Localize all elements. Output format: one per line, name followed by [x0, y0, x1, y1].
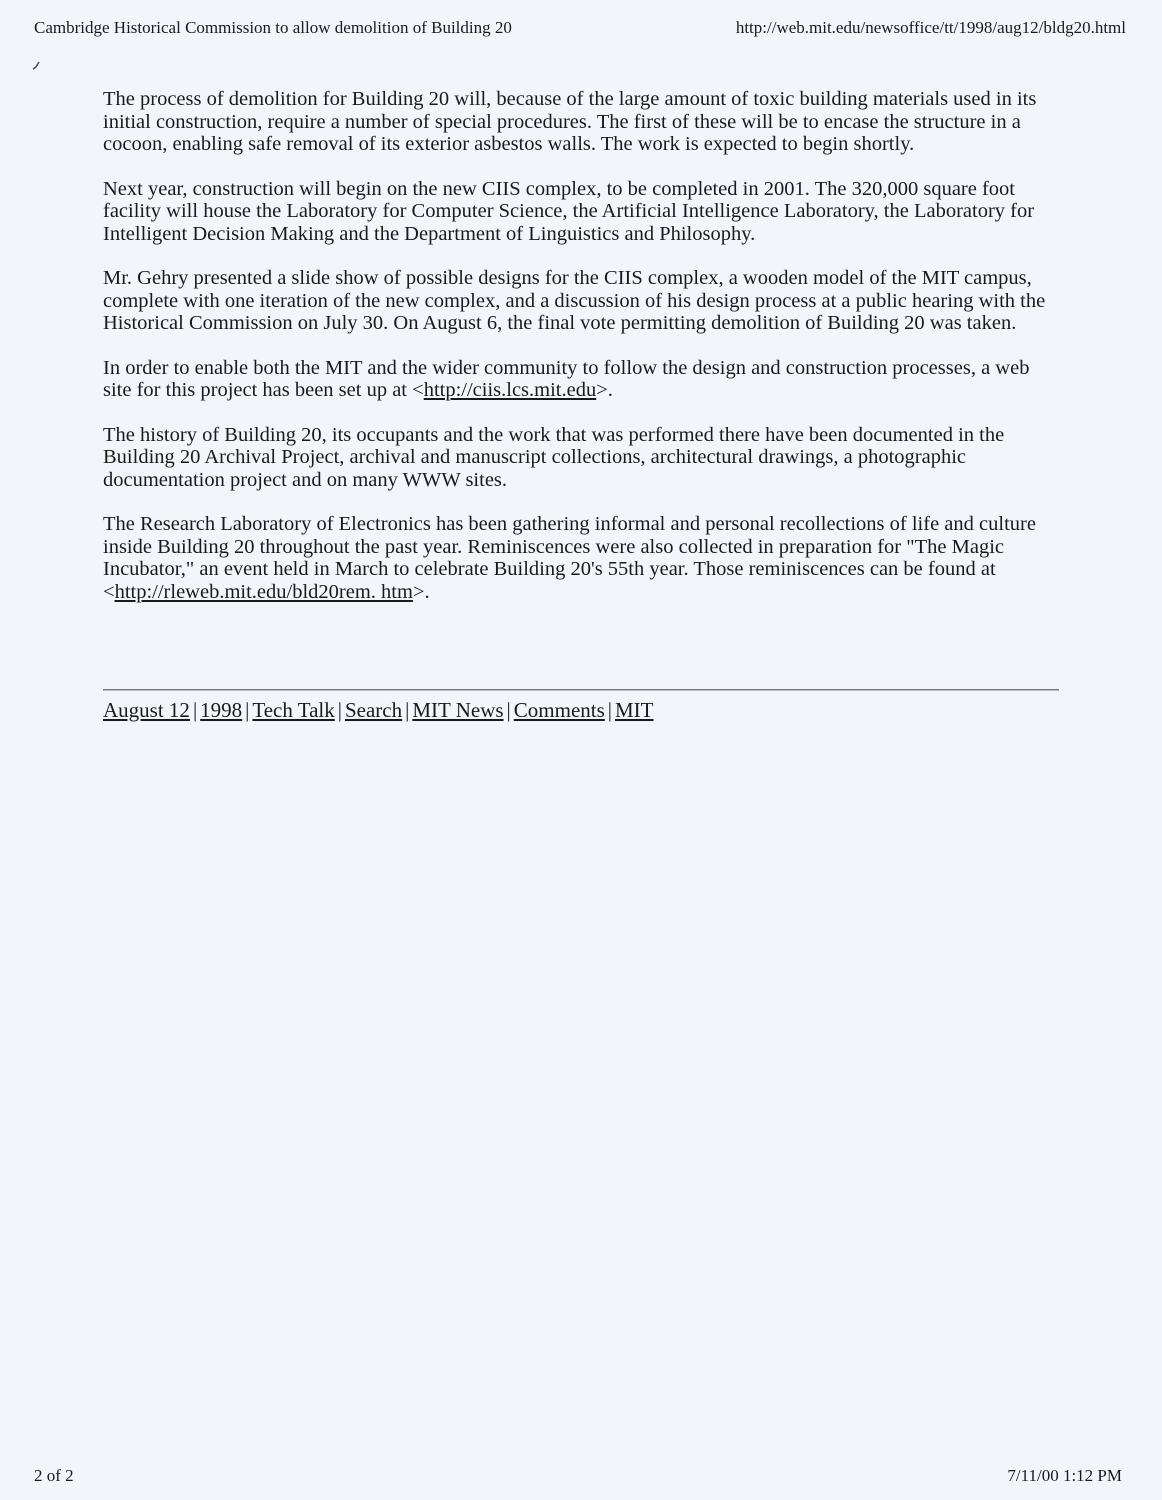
- reminiscences-link[interactable]: http://rleweb.mit.edu/bld20rem. htm: [114, 580, 413, 603]
- paragraph-text: The Research Laboratory of Electronics has been gathering informal and personal recollections of life and culture inside Building 20 throughout the past year. Reminiscences were also collected in preparation for "The Magic Incubator," an event held in March to celebrate Building 20's 55th year. Those reminiscences can be found at <: [103, 513, 1036, 603]
- paragraph-text: >.: [412, 580, 430, 603]
- nav-separator: |: [506, 698, 511, 722]
- stray-pen-mark: [30, 58, 44, 72]
- nav-separator: |: [192, 698, 198, 722]
- nav-link-mit-news[interactable]: MIT News: [412, 698, 504, 722]
- nav-link-august-12[interactable]: August 12: [103, 698, 190, 722]
- page-header-title: Cambridge Historical Commission to allow demolition of Building 20: [34, 18, 512, 37]
- footer-navigation: [103, 698, 654, 723]
- nav-link-tech-talk[interactable]: Tech Talk: [252, 698, 335, 722]
- article-body: [103, 88, 1063, 625]
- nav-separator: |: [245, 698, 250, 722]
- nav-link-mit[interactable]: MIT: [615, 698, 654, 722]
- nav-separator: |: [337, 698, 342, 722]
- paragraph-building-history: The history of Building 20, its occupants and the work that was performed there have been documented in the Building 20 Archival Project, archival and manuscript collections, architectural drawings, a photographic documentation project and on many WWW sites.: [103, 423, 1005, 491]
- nav-separator: |: [607, 698, 612, 722]
- paragraph-text: >.: [596, 379, 613, 401]
- page-header-url: http://web.mit.edu/newsoffice/tt/1998/aug12/bldg20.html: [735, 18, 1126, 37]
- paragraph-demolition-process: The process of demolition for Building 20 will, because of the large amount of toxic building materials used in its initial construction, require a number of special procedures. The first of these will be to encase the structure in a cocoon, enabling safe removal of its exterior asbestos walls. The work is expected to begin shortly.: [103, 88, 1037, 155]
- page-count: 2 of 2: [34, 1466, 74, 1485]
- paragraph-project-website: [103, 357, 1063, 402]
- paragraph-gehry-presentation: Mr. Gehry presented a slide show of possible designs for the CIIS complex, a wooden model of the MIT campus, complete with one iteration of the new complex, and a discussion of his design process at a public hearing with the Historical Commission on July 30. On August 6, the final vote permitting demolition of Building 20 was taken.: [103, 267, 1046, 334]
- print-timestamp: 7/11/00 1:12 PM: [1007, 1466, 1122, 1485]
- nav-link-comments[interactable]: Comments: [513, 698, 605, 722]
- paragraph-ciis-construction: Next year, construction will begin on the new CIIS complex, to be completed in 2001. The 320,000 square foot facility will house the Laboratory for Computer Science, the Artificial Intelligence Laboratory, the Laboratory for Intelligent Decision Making and the Department of Linguistics and Philosophy.: [103, 177, 1035, 245]
- nav-separator: |: [405, 698, 410, 722]
- nav-link-search[interactable]: Search: [344, 698, 403, 722]
- horizontal-divider: [103, 689, 1059, 691]
- ciis-website-link[interactable]: http://ciis.lcs.mit.edu: [423, 379, 597, 401]
- nav-link-1998[interactable]: 1998: [200, 698, 243, 722]
- paragraph-reminiscences: [103, 513, 1063, 603]
- paragraph-text: In order to enable both the MIT and the wider community to follow the design and construction processes, a web site for this project has been set up at <: [103, 356, 1030, 401]
